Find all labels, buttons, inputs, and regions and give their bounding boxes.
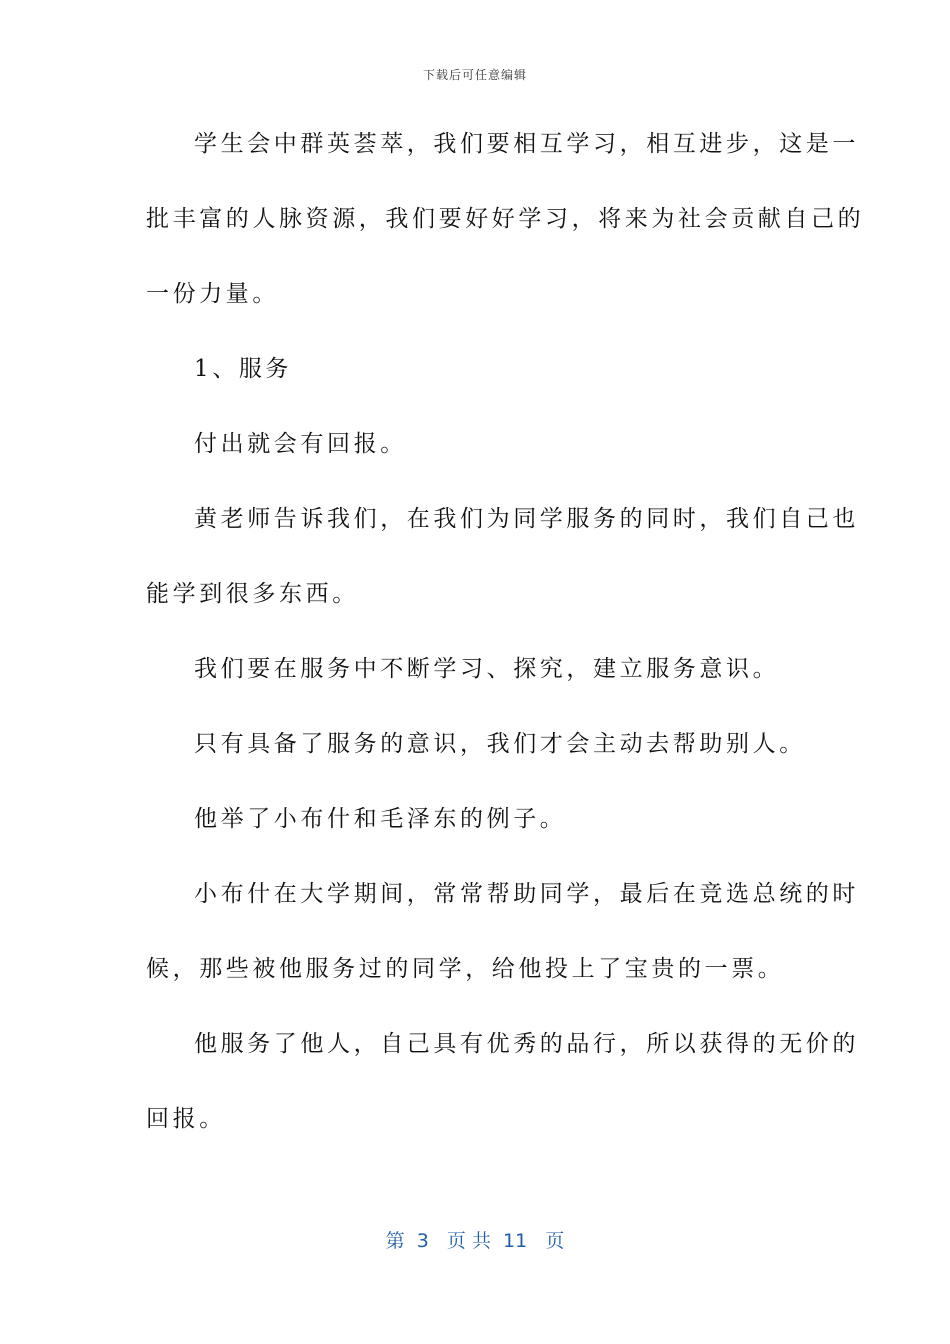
paragraph-line: 批丰富的人脉资源，我们要好好学习，将来为社会贡献自己的 bbox=[146, 206, 865, 232]
paragraph-line: 他服务了他人，自己具有优秀的品行，所以获得的无价的 bbox=[194, 1031, 859, 1057]
section-heading: 1、服务 bbox=[194, 356, 293, 382]
paragraph-line: 他举了小布什和毛泽东的例子。 bbox=[194, 806, 567, 832]
paragraph-line: 付出就会有回报。 bbox=[194, 431, 407, 457]
paragraph-line: 回报。 bbox=[146, 1106, 226, 1132]
paragraph-line: 我们要在服务中不断学习、探究，建立服务意识。 bbox=[194, 656, 780, 682]
paragraph-line: 候，那些被他服务过的同学，给他投上了宝贵的一票。 bbox=[146, 956, 785, 982]
page-header-note: 下载后可任意编辑 bbox=[422, 68, 527, 82]
paragraph-line: 学生会中群英荟萃，我们要相互学习，相互进步，这是一 bbox=[194, 131, 859, 157]
page-number-footer: 第 3 页 共 11 页 bbox=[385, 1230, 565, 1252]
paragraph-line: 能学到很多东西。 bbox=[146, 581, 359, 607]
paragraph-line: 小布什在大学期间，常常帮助同学，最后在竞选总统的时 bbox=[194, 881, 859, 907]
paragraph-line: 黄老师告诉我们，在我们为同学服务的同时，我们自己也 bbox=[194, 506, 859, 532]
paragraph-line: 一份力量。 bbox=[146, 281, 279, 307]
paragraph-line: 只有具备了服务的意识，我们才会主动去帮助别人。 bbox=[194, 731, 806, 757]
